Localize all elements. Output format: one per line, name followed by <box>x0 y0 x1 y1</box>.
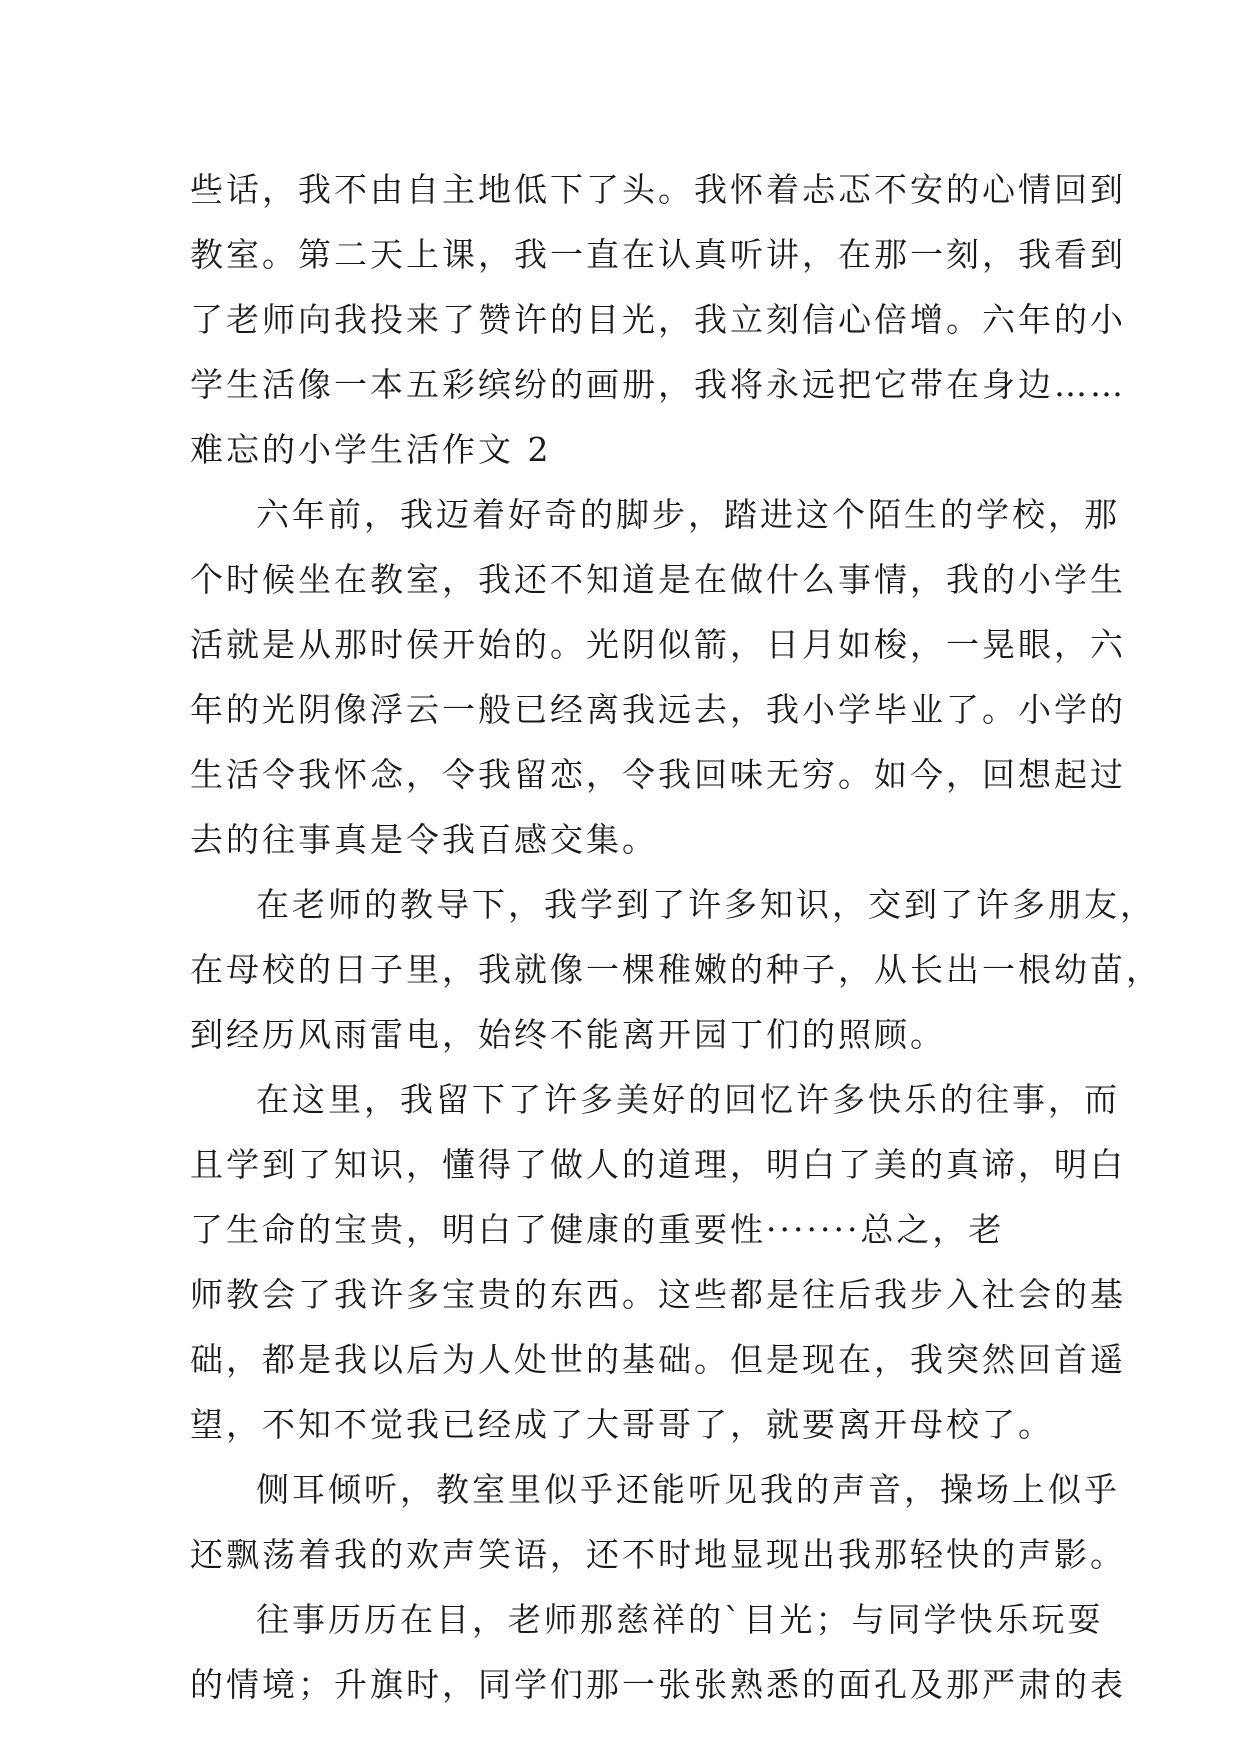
document-page <box>190 157 1162 1717</box>
text-block-paragraph-1 <box>190 482 1126 872</box>
text-line: 活就是从那时侯开始的。光阴似箭，日月如梭，一晃眼，六 <box>190 625 1126 664</box>
text-line: 望，不知不觉我已经成了大哥哥了，就要离开母校了。 <box>190 1405 1054 1444</box>
text-line: 到经历风雨雷电，始终不能离开园丁们的照顾。 <box>190 1015 946 1054</box>
text-line: 在母校的日子里，我就像一棵稚嫩的种子，从长出一根幼苗， <box>190 950 1162 989</box>
text-line: 在这里，我留下了许多美好的回忆许多快乐的往事，而 <box>256 1080 1120 1119</box>
text-block-continuation <box>190 157 1126 417</box>
text-block-paragraph-4 <box>190 1457 1126 1587</box>
text-line: 侧耳倾听，教室里似乎还能听见我的声音，操场上似乎 <box>256 1470 1120 1509</box>
text-line: 了老师向我投来了赞许的目光，我立刻信心倍增。六年的小 <box>190 300 1126 339</box>
text-line: 个时候坐在教室，我还不知道是在做什么事情，我的小学生 <box>190 560 1126 599</box>
text-block-paragraph-2 <box>190 872 1162 1067</box>
text-line: 六年前，我迈着好奇的脚步，踏进这个陌生的学校，那 <box>256 495 1120 534</box>
text-line: 还飘荡着我的欢声笑语，还不时地显现出我那轻快的声影。 <box>190 1535 1126 1574</box>
text-line: 往事历历在目，老师那慈祥的`目光；与同学快乐玩耍 <box>256 1600 1104 1639</box>
text-line: 了生命的宝贵，明白了健康的重要性·······总之，老 <box>190 1210 1005 1249</box>
text-line: 些话，我不由自主地低下了头。我怀着忐忑不安的心情回到 <box>190 170 1126 209</box>
text-line: 学生活像一本五彩缤纷的画册，我将永远把它带在身边…… <box>190 365 1126 404</box>
text-line: 在老师的教导下，我学到了许多知识，交到了许多朋友， <box>256 885 1156 924</box>
text-line: 年的光阴像浮云一般已经离我远去，我小学毕业了。小学的 <box>190 690 1126 729</box>
text-line: 础，都是我以后为人处世的基础。但是现在，我突然回首遥 <box>190 1340 1126 1379</box>
text-line: 生活令我怀念，令我留恋，令我回味无穷。如今，回想起过 <box>190 755 1126 794</box>
text-block-paragraph-3 <box>190 1067 1126 1457</box>
section-heading <box>190 417 1070 482</box>
text-block-paragraph-5 <box>190 1587 1126 1717</box>
text-line: 师教会了我许多宝贵的东西。这些都是往后我步入社会的基 <box>190 1275 1126 1314</box>
text-line: 去的往事真是令我百感交集。 <box>190 820 658 859</box>
heading-line: 难忘的小学生活作文 2 <box>190 430 552 469</box>
text-line: 教室。第二天上课，我一直在认真听讲，在那一刻，我看到 <box>190 235 1126 274</box>
text-line: 且学到了知识，懂得了做人的道理，明白了美的真谛，明白 <box>190 1145 1126 1184</box>
text-line: 的情境；升旗时，同学们那一张张熟悉的面孔及那严肃的表 <box>190 1665 1126 1704</box>
